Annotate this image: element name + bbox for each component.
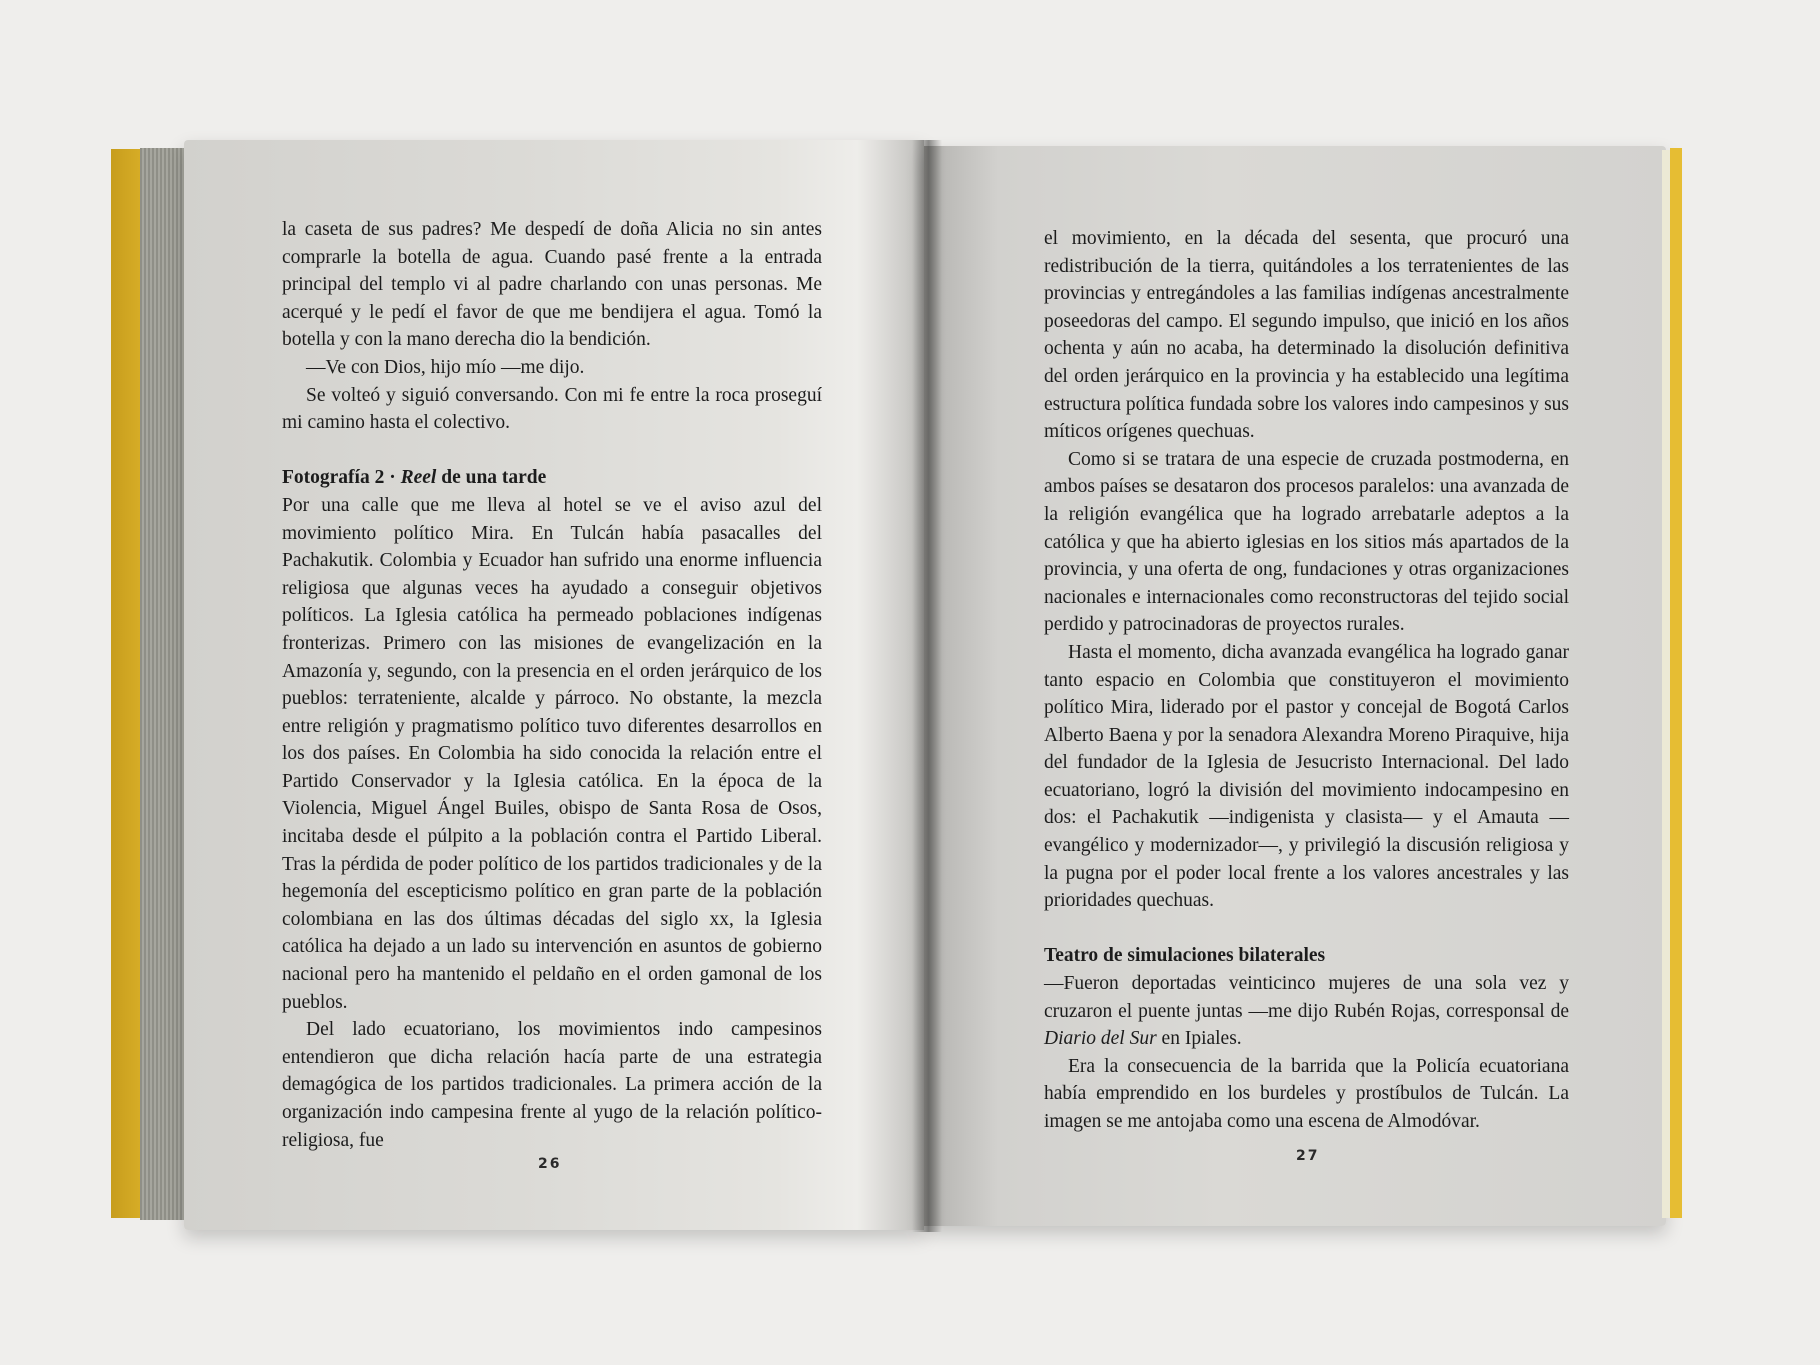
page-number: 26 (538, 1156, 562, 1172)
section-heading: Teatro de simulaciones bilaterales (1044, 945, 1326, 967)
paragraph: la caseta de sus padres? Me despedí de doña Alicia no sin antes comprarle la botella de agua. Cuando pasé frente a la entrada principal del templo vi al padre charlando con unas personas. Me acerqué y le pedí el favor de que me bendijera el agua. Tomó la botella y con la mano derecha dio la bendición. (282, 219, 822, 351)
dialogue-line: —Ve con Dios, hijo mío —me dijo. (306, 356, 585, 378)
page-number: 27 (1296, 1148, 1320, 1164)
paragraph: Como si se tratara de una especie de cruzada postmoderna, en ambos países se desataron dos procesos paralelos: una avanzada de la religión evangélica que ha logrado arrebatarle adeptos a la católica y que ha abierto iglesias en los sitios más apartados de la provincia, y una oferta de ong, fundaciones y otras organizaciones nacionales e internacionales como reconstructoras del tejido social perdido y patrocinadoras de proyectos rurales. (1044, 448, 1569, 636)
right-page-text (1044, 225, 1569, 1136)
page-edges-left (140, 148, 188, 1220)
section-heading: Fotografía 2 · Reel de una tarde (282, 467, 547, 489)
paragraph: Hasta el momento, dicha avanzada evangélica ha logrado ganar tanto espacio en Colombia que constituyeron el movimiento político Mira, liderado por el pastor y concejal de Bogotá Carlos Alberto Baena y por la senadora Alexandra Moreno Piraquive, hija del fundador de la Iglesia de Jesucristo Internacional. Del lado ecuatoriano, logró la división del movimiento indocampesino en dos: el Pachakutik —indigenista y clasista— y el Amauta —evangélico y modernizador—, y privilegió la discusión religiosa y la pugna por el poder local frente a los valores ancestrales y las prioridades quechuas. (1044, 641, 1569, 912)
dialogue-paragraph: —Fueron deportadas veinticinco mujeres de una sola vez y cruzaron el puente juntas —me dijo Rubén Rojas, corresponsal de Diario del Sur en Ipiales. (1044, 973, 1569, 1050)
paragraph: Del lado ecuatoriano, los movimientos indo campesinos entendieron que dicha relación hacía parte de una estrategia demagógica de los partidos tradicionales. La primera acción de la organización indo campesina frente al yugo de la relación político-religiosa, fue (282, 1019, 822, 1151)
book-gutter-shadow (912, 140, 942, 1232)
left-page-text (282, 216, 822, 1154)
paragraph: Se volteó y siguió conversando. Con mi fe entre la roca proseguí mi camino hasta el colectivo. (282, 384, 822, 434)
paragraph: el movimiento, en la década del sesenta, que procuró una redistribución de la tierra, quitándoles a los terratenientes de las provincias y entregándoles a las familias indígenas ancestralmente poseedoras del campo. El segundo impulso, que inició en los años ochenta y aún no acaba, ha determinado la disolución definitiva del orden jerárquico en la provincia y ha establecido una legítima estructura política fundada sobre los valores indo campesinos y sus míticos orígenes quechuas. (1044, 228, 1569, 443)
left-page (184, 140, 924, 1230)
book-cover-right (1670, 148, 1682, 1218)
paragraph: Era la consecuencia de la barrida que la Policía ecuatoriana había emprendido en los burdeles y prostíbulos de Tulcán. La imagen se me antojaba como una escena de Almodóvar. (1044, 1055, 1569, 1132)
paragraph: Por una calle que me lleva al hotel se ve el aviso azul del movimiento político Mira. En Tulcán había pasacalles del Pachakutik. Colombia y Ecuador han sufrido una enorme influencia religiosa que algunas veces ha ayudado a conseguir objetivos políticos. La Iglesia católica ha permeado poblaciones indígenas fronterizas. Primero con las misiones de evangelización en la Amazonía y, segundo, con la presencia en el orden jerárquico de los pueblos: terrateniente, alcalde y párroco. No obstante, la mezcla entre religión y pragmatismo político tuvo diferentes desarrollos en los dos países. En Colombia ha sido conocida la relación entre el Partido Conservador y la Iglesia católica. En la época de la Violencia, Miguel Ángel Builes, obispo de Santa Rosa de Osos, incitaba desde el púlpito a la población contra el Partido Liberal. Tras la pérdida de poder político de los partidos tradicionales y de la hegemonía del escepticismo político en gran parte de la población colombiana en las dos últimas décadas del siglo xx, la Iglesia católica ha dejado a un lado su intervención en asuntos de gobierno nacional pero ha mantenido el peldaño en el orden gamonal de los pueblos. (282, 494, 822, 1013)
right-page (924, 146, 1666, 1226)
